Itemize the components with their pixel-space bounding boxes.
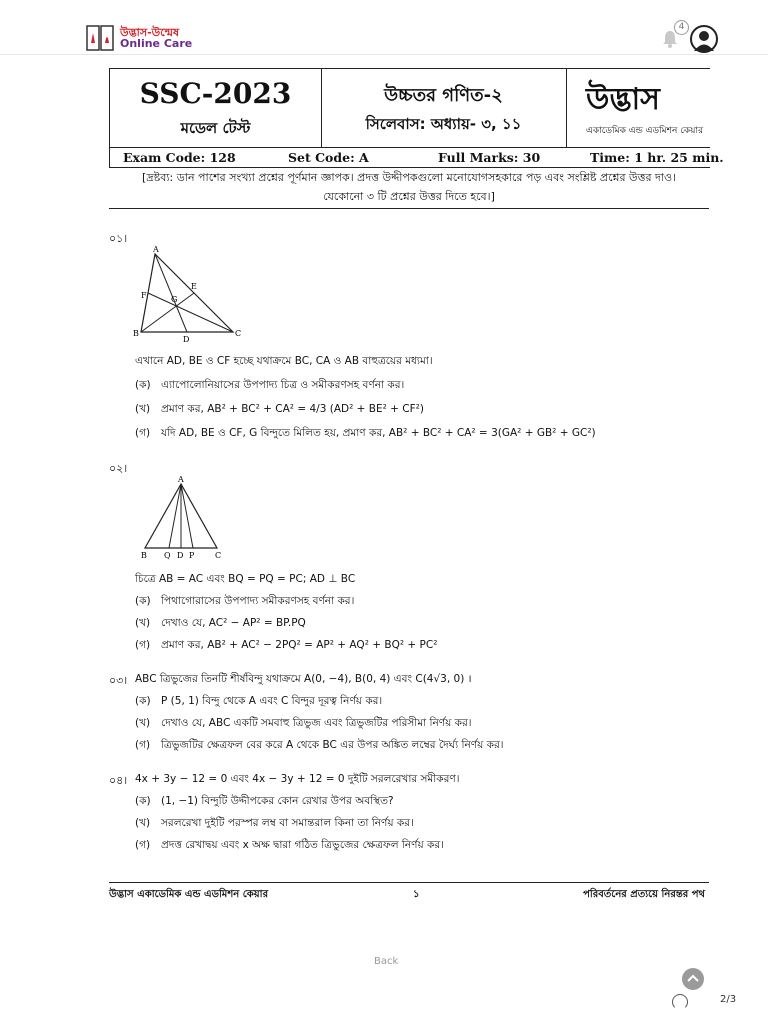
question-part — [135, 616, 306, 633]
figure-label: G — [171, 295, 178, 304]
part-tag: (গ) — [135, 739, 151, 751]
notification-badge: 4 — [674, 20, 689, 35]
part-text: (1, −1) বিন্দুটি উদ্দীপকের কোন রেখার উপর অবস্থিত? — [161, 795, 394, 807]
figure-label: B — [133, 329, 139, 338]
brand-logo: উদ্ভাস — [586, 82, 660, 117]
brand-tagline: একাডেমিক এন্ড এডমিশন কেয়ার — [586, 126, 704, 136]
set-code: Set Code: A — [288, 150, 369, 165]
syllabus: সিলেবাস: অধ্যায়- ৩, ১১ — [365, 115, 522, 133]
top-bar — [0, 0, 768, 55]
part-text: প্রমাণ কর, AB² + BC² + CA² = 4/3 (AD² + BE² + CF²) — [161, 403, 424, 415]
question-part — [135, 638, 437, 655]
figure-label: A — [178, 476, 184, 484]
part-text: এ্যাপোলোনিয়াসের উপপাদ্য চিত্র ও সমীকরণসহ বর্ণনা কর। — [161, 379, 405, 391]
part-text: সরলরেখা দুইটি পরস্পর লম্ব বা সমান্তরাল কিনা তা নির্ণয় কর। — [161, 817, 414, 829]
figure-label: B — [141, 551, 147, 560]
question-part — [135, 402, 424, 419]
header-subject-cell — [321, 69, 567, 147]
chevron-up-icon — [682, 968, 704, 990]
full-marks: Full Marks: 30 — [438, 150, 541, 165]
question-part — [135, 694, 382, 711]
figure-label: D — [183, 335, 190, 344]
question-number: ০৪। — [109, 774, 128, 787]
figure-label: D — [177, 551, 184, 560]
part-tag: (গ) — [135, 639, 151, 651]
question-number: ০২। — [109, 462, 128, 475]
question-stem: 4x + 3y − 12 = 0 এবং 4x − 3y + 12 = 0 দুইটি সরলরেখার সমীকরণ। — [135, 773, 460, 785]
question-part — [135, 738, 504, 755]
part-tag: (খ) — [135, 817, 151, 829]
document-page — [0, 54, 768, 984]
part-tag: (ক) — [135, 379, 151, 391]
question-part — [135, 794, 394, 811]
question-stem: চিত্রে AB = AC এবং BQ = PQ = PC; AD ⊥ BC — [135, 573, 356, 585]
back-link[interactable]: Back — [374, 956, 399, 967]
exam-time: Time: 1 hr. 25 min. — [590, 150, 724, 165]
page-footer — [109, 882, 709, 903]
question-number: ০৩। — [109, 674, 128, 687]
part-text: দেখাও যে, ABC একটি সমবাহু ত্রিভুজ এবং ত্রিভুজটির পরিসীমা নির্ণয় কর। — [161, 717, 472, 729]
question-part — [135, 716, 472, 733]
exam-title: SSC-2023 — [139, 77, 292, 110]
figure-label: C — [215, 551, 222, 560]
part-tag: (খ) — [135, 617, 151, 629]
isosceles-triangle-figure — [135, 476, 235, 566]
part-tag: (ক) — [135, 795, 151, 807]
part-tag: (গ) — [135, 427, 151, 439]
page-indicator: 2/3 — [720, 994, 737, 1005]
question-stem: এখানে AD, BE ও CF হচ্ছে যথাক্রমে BC, CA ও AB বাহুত্রয়ের মধ্যমা। — [135, 355, 433, 367]
loading-spinner-icon — [672, 994, 688, 1010]
header-brand-cell — [566, 69, 710, 147]
part-text: দেখাও যে, AC² − AP² = BP.PQ — [161, 617, 306, 629]
part-tag: (ক) — [135, 595, 151, 607]
exam-info-row — [110, 147, 724, 168]
part-text: প্রদত্ত রেখাদ্বয় এবং x অক্ষ দ্বারা গঠিত ত্রিভুজের ক্ষেত্রফল নির্ণয় কর। — [161, 839, 444, 851]
figure-label: C — [235, 329, 242, 338]
part-tag: (ক) — [135, 695, 151, 707]
scroll-top-button[interactable] — [682, 968, 704, 990]
part-text: প্রমাণ কর, AB² + AC² − 2PQ² = AP² + AQ² + BQ² + PC² — [161, 639, 438, 651]
question-part — [135, 378, 404, 395]
question-part — [135, 426, 596, 443]
question-part — [135, 594, 354, 611]
user-avatar-icon[interactable] — [690, 25, 718, 53]
question-stem: ABC ত্রিভুজের তিনটি শীর্ষবিন্দু যথাক্রমে A(0, −4), B(0, 4) এবং C(4√3, 0) । — [135, 673, 472, 685]
part-text: P (5, 1) বিন্দু থেকে A এবং C বিন্দুর দূরত্ব নির্ণয় কর। — [161, 695, 383, 707]
figure-label: P — [189, 551, 195, 560]
logo-subtitle: Online Care — [120, 37, 193, 50]
figure-label: E — [191, 282, 197, 291]
instructions — [109, 166, 709, 209]
part-text: পিথাগোরাসের উপপাদ্য সমীকরণসহ বর্ণনা কর। — [161, 595, 355, 607]
figure-label: A — [153, 246, 159, 254]
part-tag: (খ) — [135, 717, 151, 729]
part-text: ত্রিভুজটির ক্ষেত্রফল বের করে A থেকে BC এর উপর অঙ্কিত লম্বের দৈর্ঘ্য নির্ণয় কর। — [161, 739, 504, 751]
triangle-medians-figure — [133, 246, 253, 346]
instruction-line: যেকোনো ৩ টি প্রশ্নের উত্তর দিতে হবে।] — [323, 190, 495, 203]
header-title-cell — [110, 69, 322, 147]
footer-right: পরিবর্তনের প্রত্যয়ে নিরন্তর পথ — [583, 889, 705, 900]
part-tag: (গ) — [135, 839, 151, 851]
part-tag: (খ) — [135, 403, 151, 415]
exam-code: Exam Code: 128 — [123, 150, 236, 165]
question-number: ০১। — [109, 232, 128, 245]
footer-left: উদ্ভাস একাডেমিক এন্ড এডমিশন কেয়ার — [109, 889, 269, 900]
figure-label: F — [141, 291, 147, 300]
test-type: মডেল টেস্ট — [180, 119, 251, 137]
figure-label: Q — [164, 551, 171, 560]
page-number: ১ — [413, 889, 420, 900]
exam-header — [109, 68, 724, 168]
instruction-line: [দ্রষ্টব্য: ডান পাশের সংখ্যা প্রশ্নের পূর্ণমান জ্ঞাপক। প্রদত্ত উদ্দীপকগুলো মনোযোগসহকারে পড় এবং সংশ্লিষ্ট প্রশ্নের উত্তর দাও। — [142, 171, 676, 184]
logo-title: উদ্ভাস-উন্মেষ — [120, 26, 180, 39]
logo-mark-icon — [86, 25, 116, 51]
part-text: যদি AD, BE ও CF, G বিন্দুতে মিলিত হয়, প্রমাণ কর, AB² + BC² + CA² = 3(GA² + GB² + GC²) — [161, 427, 596, 439]
question-part — [135, 838, 444, 855]
question-part — [135, 816, 414, 833]
subject-name: উচ্চতর গণিত-২ — [384, 85, 503, 106]
site-logo[interactable] — [86, 24, 192, 52]
